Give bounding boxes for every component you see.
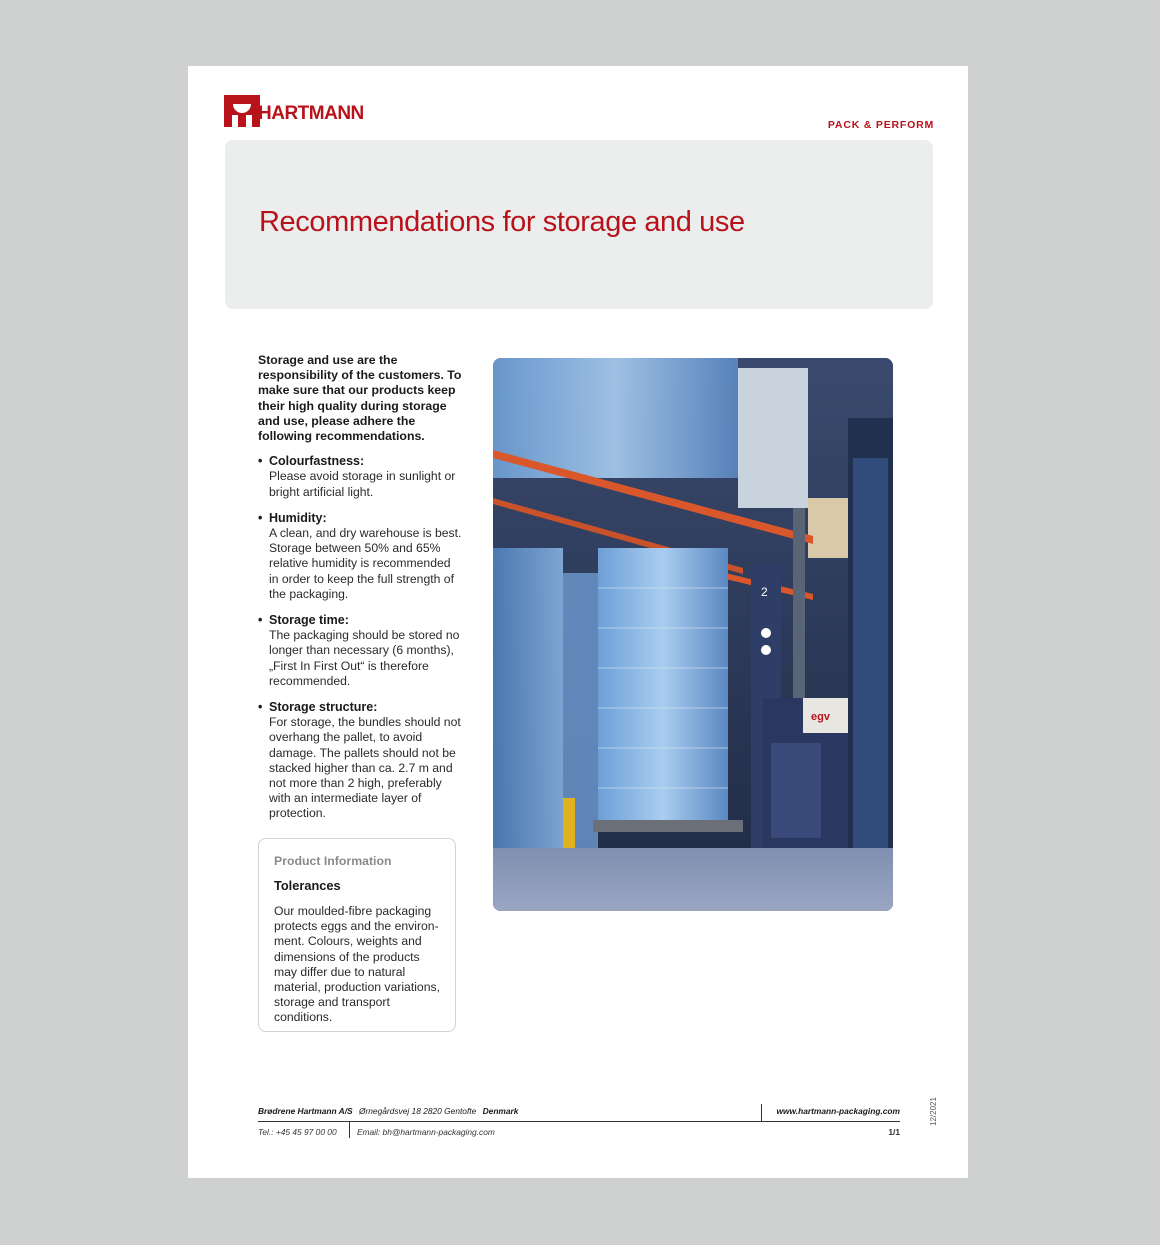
recommendation-title: Storage structure: xyxy=(269,700,378,715)
logo-text: HARTMANN xyxy=(258,103,364,124)
footer-divider xyxy=(349,1122,350,1138)
bullet-icon: • xyxy=(258,454,263,469)
tagline: PACK & PERFORM xyxy=(827,119,934,131)
title-panel xyxy=(225,140,933,309)
footer-country: Denmark xyxy=(482,1106,519,1116)
page-title: Recommendations for storage and use xyxy=(259,206,745,238)
bullet-icon: • xyxy=(258,700,263,715)
page-number: 1/1 xyxy=(888,1127,900,1137)
recommendation-title: Storage time: xyxy=(269,613,349,628)
document-page xyxy=(188,66,968,1178)
vehicle-number: 2 xyxy=(761,585,768,599)
recommendation-title: Colourfastness: xyxy=(269,454,365,469)
recommendation-text: Please avoid storage in sunlight or bright artificial light. xyxy=(269,469,456,499)
info-title: Tolerances xyxy=(274,878,341,893)
product-info-box xyxy=(258,838,456,1032)
recommendation-title: Humidity: xyxy=(269,510,327,525)
footer-rule xyxy=(258,1121,900,1122)
footer-row-address xyxy=(258,1106,900,1120)
footer-company: Brødrene Hartmann A/S xyxy=(258,1106,353,1116)
recommendations-column xyxy=(258,353,463,833)
recommendation-text: For storage, the bundles should not overhang the pallet, to avoid damage. The pallets should not be stacked higher than ca. 2.7 m and not more than 2 high, preferably with an intermediate layer of protection. xyxy=(269,715,461,821)
hartmann-logo xyxy=(224,95,364,127)
intro-paragraph: Storage and use are the responsibility of the customers. To make sure that our products keep their high quality during storage and use, please adhere the following recommendations. xyxy=(258,353,462,444)
vehicle-brand: egv xyxy=(811,711,830,723)
recommendation-text: A clean, and dry warehouse is best. Storage between 50% and 65% relative humidity is recommended in order to keep the full strength of the packaging. xyxy=(269,526,462,601)
footer-email-link[interactable]: Email: bh@hartmann-packaging.com xyxy=(356,1127,495,1137)
recommendation-item xyxy=(258,613,463,689)
document-date: 12/2021 xyxy=(929,1097,938,1126)
bullet-icon: • xyxy=(258,510,263,525)
bullet-icon: • xyxy=(258,613,263,628)
footer-address: Ørnegårdsvej 18 2820 Gentofte xyxy=(358,1106,477,1116)
recommendation-text: The packaging should be stored no longer than necessary (6 months), „First In First Out“ is therefore recommended. xyxy=(269,628,460,688)
recommendation-item xyxy=(258,454,463,500)
footer-row-contact xyxy=(258,1127,900,1141)
warehouse-illustration xyxy=(493,358,893,911)
info-label: Product Information xyxy=(274,854,392,868)
footer-phone: Tel.: +45 45 97 00 00 xyxy=(258,1127,337,1137)
footer-website-link[interactable]: www.hartmann-packaging.com xyxy=(776,1106,900,1116)
recommendation-item xyxy=(258,700,463,822)
page-footer xyxy=(258,1106,900,1141)
info-text: Our moulded-fibre packaging protects eggs and the environ-ment. Colours, weights and dimensions of the products may differ due to natural material, production variations, storage and transport conditions. xyxy=(274,904,440,1025)
warehouse-photo xyxy=(493,358,893,911)
recommendation-item xyxy=(258,511,463,602)
footer-divider xyxy=(761,1104,762,1122)
hartmann-logo-icon xyxy=(224,95,260,127)
